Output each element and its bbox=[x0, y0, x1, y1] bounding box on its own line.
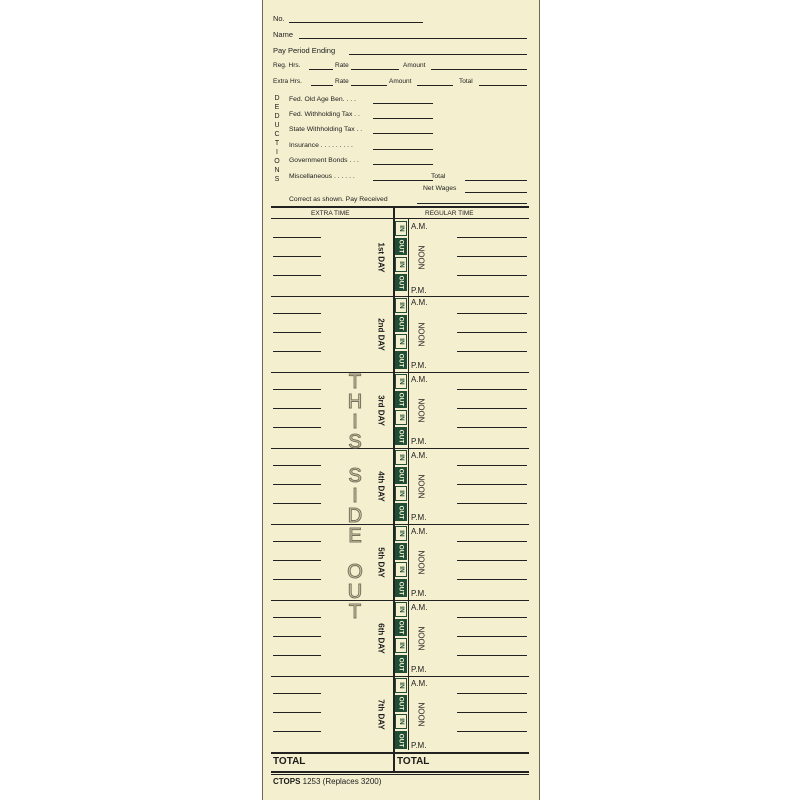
in-cell: IN bbox=[395, 450, 407, 465]
noon-label: NOON bbox=[416, 474, 426, 499]
day-label: 5th DAY bbox=[376, 547, 386, 578]
day-divider bbox=[271, 752, 529, 754]
extra-hrs-field[interactable] bbox=[311, 85, 333, 86]
extra-time-line[interactable] bbox=[273, 351, 321, 352]
regular-time-line[interactable] bbox=[457, 313, 527, 314]
model-number: 1253 (Replaces 3200) bbox=[302, 777, 382, 786]
deduction-label: Government Bonds . . . bbox=[289, 157, 359, 164]
in-cell: IN bbox=[395, 257, 407, 272]
total-regular-label: TOTAL bbox=[397, 756, 430, 767]
extra-time-line[interactable] bbox=[273, 579, 321, 580]
watermark-letter: U bbox=[347, 581, 363, 603]
watermark-letter: I bbox=[352, 411, 358, 433]
watermark-letter: D bbox=[347, 505, 363, 527]
extra-time-line[interactable] bbox=[273, 275, 321, 276]
am-label: A.M. bbox=[411, 375, 428, 384]
in-cell: IN bbox=[395, 714, 407, 729]
regular-time-line[interactable] bbox=[457, 503, 527, 504]
strip-divider bbox=[408, 218, 409, 750]
day-label: 3rd DAY bbox=[376, 395, 386, 426]
pm-label: P.M. bbox=[411, 437, 427, 446]
in-cell: IN bbox=[395, 298, 407, 313]
extra-time-line[interactable] bbox=[273, 693, 321, 694]
out-cell: OUT bbox=[395, 351, 407, 369]
regular-time-line[interactable] bbox=[457, 655, 527, 656]
total-divider bbox=[393, 752, 395, 772]
pay-period-label: Pay Period Ending bbox=[273, 46, 336, 55]
reg-rate-label: Rate bbox=[335, 62, 349, 69]
extra-time-line[interactable] bbox=[273, 389, 321, 390]
pm-label: P.M. bbox=[411, 741, 427, 750]
out-cell: OUT bbox=[395, 427, 407, 445]
pm-label: P.M. bbox=[411, 665, 427, 674]
ded-letter: C bbox=[274, 131, 280, 138]
deduction-field[interactable] bbox=[373, 133, 433, 134]
regular-time-line[interactable] bbox=[457, 579, 527, 580]
pm-label: P.M. bbox=[411, 589, 427, 598]
noon-label: NOON bbox=[416, 702, 426, 727]
extra-time-line[interactable] bbox=[273, 237, 321, 238]
out-cell: OUT bbox=[395, 655, 407, 673]
out-cell: OUT bbox=[395, 619, 407, 636]
noon-label: NOON bbox=[416, 398, 426, 423]
reg-rate-field[interactable] bbox=[351, 69, 399, 70]
day-label: 1st DAY bbox=[376, 242, 386, 273]
ded-letter: D bbox=[274, 113, 280, 120]
extra-time-line[interactable] bbox=[273, 617, 321, 618]
ded-letter: E bbox=[274, 104, 280, 111]
watermark-letter: H bbox=[347, 391, 363, 413]
extra-total-label: Total bbox=[459, 78, 473, 85]
am-label: A.M. bbox=[411, 298, 428, 307]
day-label: 2nd DAY bbox=[376, 318, 386, 351]
ded-letter: D bbox=[274, 95, 280, 102]
extra-rate-field[interactable] bbox=[351, 85, 387, 86]
regular-time-line[interactable] bbox=[457, 332, 527, 333]
out-cell: OUT bbox=[395, 503, 407, 521]
name-label: Name bbox=[273, 30, 294, 39]
day-label: 7th DAY bbox=[376, 699, 386, 730]
deduction-field[interactable] bbox=[373, 103, 433, 104]
extra-time-line[interactable] bbox=[273, 313, 321, 314]
day-divider bbox=[271, 372, 529, 373]
regular-time-line[interactable] bbox=[457, 712, 527, 713]
extra-time-line[interactable] bbox=[273, 332, 321, 333]
total-bottom-line bbox=[271, 771, 529, 773]
in-cell: IN bbox=[395, 334, 407, 349]
total-extra-label: TOTAL bbox=[273, 756, 306, 767]
regular-time-header: REGULAR TIME bbox=[425, 210, 474, 217]
pm-label: P.M. bbox=[411, 286, 427, 295]
in-cell: IN bbox=[395, 374, 407, 389]
am-label: A.M. bbox=[411, 222, 428, 231]
extra-time-line[interactable] bbox=[273, 427, 321, 428]
net-wages-field[interactable] bbox=[465, 192, 527, 193]
extra-time-line[interactable] bbox=[273, 465, 321, 466]
out-cell: OUT bbox=[395, 238, 407, 255]
in-cell: IN bbox=[395, 562, 407, 577]
ded-letter: S bbox=[274, 176, 280, 183]
reg-hrs-label: Reg. Hrs. bbox=[273, 62, 301, 69]
regular-time-line[interactable] bbox=[457, 693, 527, 694]
ded-letter: U bbox=[274, 122, 280, 129]
am-label: A.M. bbox=[411, 603, 428, 612]
brand-name: TOPS bbox=[278, 777, 301, 786]
day-divider bbox=[271, 676, 529, 677]
extra-time-line[interactable] bbox=[273, 484, 321, 485]
out-cell: OUT bbox=[395, 579, 407, 597]
in-cell: IN bbox=[395, 221, 407, 236]
watermark-letter: O bbox=[347, 561, 363, 583]
deduction-label: Miscellaneous . . . . . . bbox=[289, 173, 355, 180]
in-cell: IN bbox=[395, 526, 407, 541]
am-label: A.M. bbox=[411, 679, 428, 688]
time-card bbox=[262, 0, 540, 800]
in-cell: IN bbox=[395, 678, 407, 693]
watermark-letter: S bbox=[348, 465, 362, 487]
extra-time-line[interactable] bbox=[273, 541, 321, 542]
name-field[interactable] bbox=[299, 38, 527, 39]
regular-time-line[interactable] bbox=[457, 731, 527, 732]
ded-letter: I bbox=[276, 149, 278, 156]
regular-time-line[interactable] bbox=[457, 484, 527, 485]
total-bottom-line-2 bbox=[271, 774, 529, 775]
extra-amount-label: Amount bbox=[389, 78, 412, 85]
deduction-field[interactable] bbox=[373, 180, 433, 181]
reg-amount-label: Amount bbox=[403, 62, 426, 69]
extra-hrs-label: Extra Hrs. bbox=[273, 78, 302, 85]
day-label: 4th DAY bbox=[376, 471, 386, 502]
regular-time-line[interactable] bbox=[457, 408, 527, 409]
regular-time-line[interactable] bbox=[457, 560, 527, 561]
deduction-field[interactable] bbox=[373, 149, 433, 150]
day-divider bbox=[271, 448, 529, 449]
regular-time-line[interactable] bbox=[457, 275, 527, 276]
regular-time-line[interactable] bbox=[457, 465, 527, 466]
watermark-letter: T bbox=[348, 371, 362, 393]
noon-label: NOON bbox=[416, 245, 426, 270]
in-cell: IN bbox=[395, 638, 407, 653]
day-label: 6th DAY bbox=[376, 623, 386, 654]
in-cell: IN bbox=[395, 602, 407, 617]
deduction-label: Insurance . . . . . . . . . bbox=[289, 142, 353, 149]
extra-time-header: EXTRA TIME bbox=[311, 210, 350, 217]
header-divider bbox=[271, 206, 529, 208]
regular-time-line[interactable] bbox=[457, 389, 527, 390]
extra-time-line[interactable] bbox=[273, 655, 321, 656]
out-cell: OUT bbox=[395, 391, 407, 408]
deduction-total-field[interactable] bbox=[465, 180, 527, 181]
out-cell: OUT bbox=[395, 274, 407, 291]
no-field[interactable] bbox=[289, 22, 423, 23]
am-label: A.M. bbox=[411, 451, 428, 460]
pm-label: P.M. bbox=[411, 361, 427, 370]
deduction-field[interactable] bbox=[373, 118, 433, 119]
no-label: No. bbox=[273, 14, 285, 23]
pm-label: P.M. bbox=[411, 513, 427, 522]
ded-letter: O bbox=[274, 158, 280, 165]
extra-rate-label: Rate bbox=[335, 78, 349, 85]
ded-letter: T bbox=[274, 140, 280, 147]
watermark-letter: S bbox=[348, 431, 362, 453]
extra-amount-field[interactable] bbox=[417, 85, 453, 86]
watermark-letter: T bbox=[348, 601, 362, 623]
correct-shown-label: Correct as shown. Pay Received bbox=[289, 196, 388, 203]
footer-brand bbox=[273, 777, 381, 786]
noon-label: NOON bbox=[416, 322, 426, 347]
reg-hrs-field[interactable] bbox=[309, 69, 333, 70]
extra-time-line[interactable] bbox=[273, 408, 321, 409]
day-divider bbox=[271, 600, 529, 601]
watermark-letter: E bbox=[348, 525, 362, 547]
out-cell: OUT bbox=[395, 695, 407, 712]
extra-time-line[interactable] bbox=[273, 636, 321, 637]
deduction-field[interactable] bbox=[373, 164, 433, 165]
extra-time-line[interactable] bbox=[273, 712, 321, 713]
column-header-line bbox=[271, 218, 529, 219]
extra-total-field[interactable] bbox=[479, 85, 527, 86]
out-cell: OUT bbox=[395, 543, 407, 560]
ded-letter: N bbox=[274, 167, 280, 174]
out-cell: OUT bbox=[395, 315, 407, 332]
noon-label: NOON bbox=[416, 626, 426, 651]
extra-time-line[interactable] bbox=[273, 560, 321, 561]
net-wages-label: Net Wages bbox=[423, 185, 457, 192]
extra-time-line[interactable] bbox=[273, 503, 321, 504]
regular-time-line[interactable] bbox=[457, 541, 527, 542]
day-divider bbox=[271, 296, 529, 297]
deduction-label: Fed. Withholding Tax . . bbox=[289, 111, 360, 118]
regular-time-line[interactable] bbox=[457, 256, 527, 257]
pay-period-field[interactable] bbox=[349, 54, 527, 55]
extra-time-line[interactable] bbox=[273, 256, 321, 257]
regular-time-line[interactable] bbox=[457, 617, 527, 618]
signature-field[interactable] bbox=[417, 203, 527, 204]
reg-amount-field[interactable] bbox=[431, 69, 527, 70]
deduction-label: Fed. Old Age Ben. . . . bbox=[289, 96, 356, 103]
regular-time-line[interactable] bbox=[457, 427, 527, 428]
tops-logo-icon: C bbox=[273, 777, 279, 786]
noon-label: NOON bbox=[416, 550, 426, 575]
in-cell: IN bbox=[395, 486, 407, 501]
regular-time-line[interactable] bbox=[457, 636, 527, 637]
out-cell: OUT bbox=[395, 731, 407, 749]
deduction-label: State Withholding Tax . . bbox=[289, 126, 363, 133]
out-cell: OUT bbox=[395, 467, 407, 484]
watermark-letter: I bbox=[352, 485, 358, 507]
extra-time-line[interactable] bbox=[273, 731, 321, 732]
day-divider bbox=[271, 524, 529, 525]
regular-time-line[interactable] bbox=[457, 237, 527, 238]
in-cell: IN bbox=[395, 410, 407, 425]
deduction-total-label: Total bbox=[431, 173, 446, 180]
am-label: A.M. bbox=[411, 527, 428, 536]
regular-time-line[interactable] bbox=[457, 351, 527, 352]
